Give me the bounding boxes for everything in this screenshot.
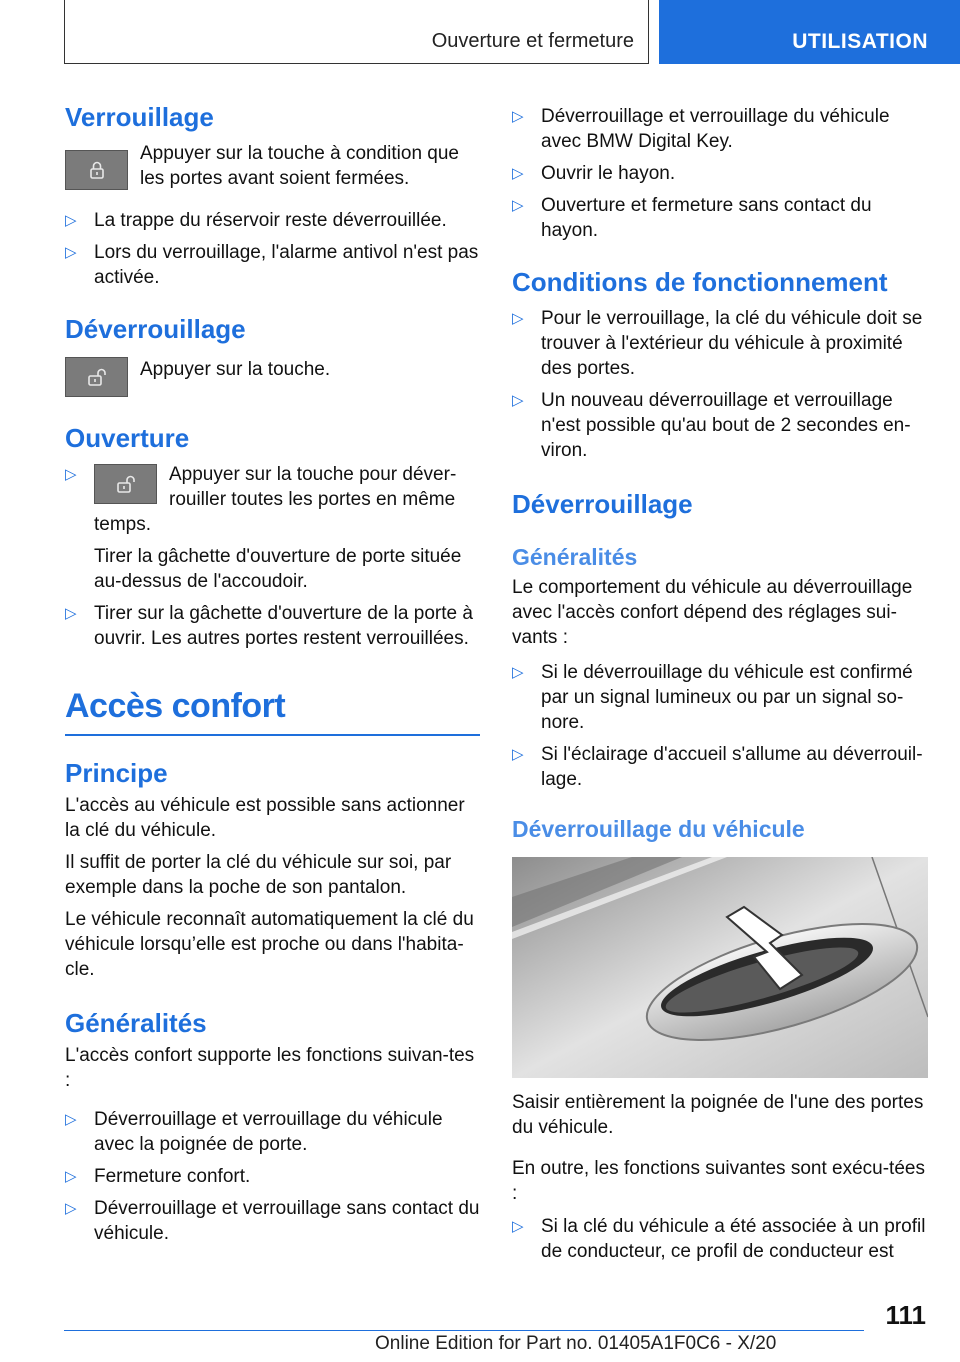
heading-principe: Principe (65, 758, 168, 788)
bullet-marker: ▷ (65, 244, 77, 261)
heading-generalites-right: Généralités (512, 544, 638, 570)
conditions-list (512, 306, 928, 463)
list-item: ▷ Déverrouillage et verrouillage du véhicule avec la poignée de porte. (65, 1109, 443, 1155)
bullet-marker: ▷ (512, 1218, 524, 1235)
photo-caption: Saisir entièrement la poignée de l'une des portes du véhicule. (512, 1092, 924, 1138)
unlock-button-image (94, 464, 157, 504)
unlock-button-image (65, 357, 128, 397)
list-item: ▷ Appuyer sur la touche pour déver-rouiller toutes les portes en même temps. Tirer la gâchette d'ouverture de porte située au-dessus de l'accoudoir. (65, 462, 480, 594)
lock-button-image (65, 150, 128, 190)
bullet-marker: ▷ (512, 664, 524, 681)
list-item: ▷ Fermeture confort. (65, 1166, 251, 1187)
list-item: ▷ Déverrouillage et verrouillage du véhicule avec BMW Digital Key. (512, 106, 890, 152)
deverr-vehicule-list (512, 1214, 928, 1264)
right-column (512, 104, 928, 1264)
principe-para-1: L'accès au véhicule est possible sans actionner la clé du véhicule. (65, 795, 465, 841)
generalites-list (65, 1107, 480, 1246)
bullet-marker: ▷ (512, 746, 524, 763)
heading-acces-confort: Accès confort (65, 687, 480, 736)
heading-deverr-vehicule: Déverrouillage du véhicule (512, 816, 805, 842)
footer-divider (64, 1330, 864, 1331)
door-handle-illustration (512, 857, 928, 1078)
door-handle-photo (512, 857, 928, 1078)
bullet-marker: ▷ (512, 392, 524, 409)
generalites-right-intro: Le comportement du véhicule au déverrouillage avec l'accès confort dépend des réglages sui-vants : (512, 577, 913, 648)
header-chapter-title: UTILISATION (792, 30, 928, 53)
bullet-marker: ▷ (65, 605, 77, 622)
heading-deverrouillage-right: Déverrouillage (512, 489, 693, 519)
unlock-button-row (65, 357, 480, 397)
principe-para-2: Il suffit de porter la clé du véhicule sur soi, par exemple dans la poche de son pantalon. (65, 852, 452, 898)
heading-generalites: Généralités (65, 1008, 207, 1038)
footer-edition: Online Edition for Part no. 01405A1F0C6 - X/20 (375, 1333, 777, 1354)
list-item: ▷ Déverrouillage et verrouillage sans contact du véhicule. (65, 1198, 480, 1244)
lock-open-icon (85, 365, 109, 389)
ouverture-extra: Tirer la gâchette d'ouverture de porte située au-dessus de l'accoudoir. (94, 546, 462, 592)
lock-open-icon (114, 472, 138, 496)
bullet-marker: ▷ (512, 310, 524, 327)
list-item: ▷ Pour le verrouillage, la clé du véhicule doit se trouver à l'extérieur du véhicule à proximité des portes. (512, 308, 923, 379)
list-item: ▷ La trappe du réservoir reste déverrouillée. (65, 210, 447, 231)
principe-para-3: Le véhicule reconnaît automatiquement la clé du véhicule lorsqu’elle est proche ou dans l'habita-cle. (65, 909, 474, 980)
verrouillage-list (65, 208, 480, 290)
left-column (65, 100, 480, 1246)
header-chapter-box (659, 0, 960, 64)
heading-conditions: Conditions de fonctionnement (512, 267, 888, 297)
bullet-marker: ▷ (65, 1168, 77, 1185)
lock-button-row (65, 141, 480, 191)
lock-instruction: Appuyer sur la touche à condition que les portes avant soient fermées. (140, 143, 459, 189)
header-section-title: Ouverture et fermeture (431, 30, 634, 52)
top-list (512, 104, 928, 243)
list-item: ▷ Si le déverrouillage du véhicule est confirmé par un signal lumineux ou par un signal so-nore. (512, 662, 913, 733)
generalites-right-list (512, 660, 928, 792)
bullet-marker: ▷ (65, 1200, 77, 1217)
bullet-marker: ▷ (65, 1111, 77, 1128)
deverr-vehicule-para: En outre, les fonctions suivantes sont exécu-tées : (512, 1158, 925, 1204)
heading-ouverture: Ouverture (65, 423, 190, 453)
lock-closed-icon (85, 158, 109, 182)
header-section-box (64, 0, 649, 64)
list-item: ▷ Un nouveau déverrouillage et verrouillage n'est possible qu'au bout de 2 secondes en-viron. (512, 390, 911, 461)
list-item: ▷ Si l'éclairage d'accueil s'allume au déverrouil-lage. (512, 744, 923, 790)
bullet-marker: ▷ (65, 212, 77, 229)
list-item: ▷ Ouvrir le hayon. (512, 163, 676, 184)
heading-deverrouillage: Déverrouillage (65, 314, 246, 344)
bullet-marker: ▷ (512, 197, 524, 214)
unlock-instruction: Appuyer sur la touche. (140, 359, 331, 380)
bullet-marker: ▷ (65, 466, 77, 483)
heading-verrouillage: Verrouillage (65, 102, 214, 132)
ouverture-list (65, 462, 480, 651)
list-item: ▷ Lors du verrouillage, l'alarme antivol n'est pas activée. (65, 242, 479, 288)
page-number: 111 (885, 1300, 926, 1330)
list-item: ▷ Si la clé du véhicule a été associée à un profil de conducteur, ce profil de conducteur est (512, 1216, 926, 1262)
generalites-intro: L'accès confort supporte les fonctions suivan-tes : (65, 1045, 475, 1091)
list-item: ▷ Ouverture et fermeture sans contact du hayon. (512, 195, 872, 241)
bullet-marker: ▷ (512, 108, 524, 125)
list-item: ▷ Tirer sur la gâchette d'ouverture de la porte à ouvrir. Les autres portes restent verrouillées. (65, 603, 473, 649)
bullet-marker: ▷ (512, 165, 524, 182)
